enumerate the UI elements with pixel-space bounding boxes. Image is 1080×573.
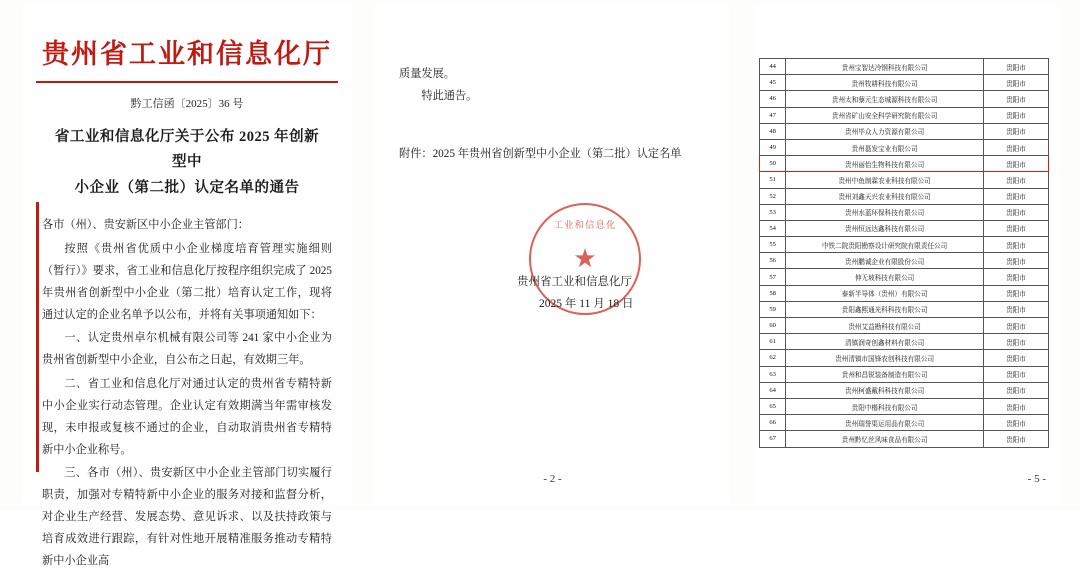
table-row <box>760 123 1049 139</box>
table-row <box>760 75 1049 91</box>
row-city: 贵阳市 <box>983 415 1048 431</box>
table-row <box>760 172 1049 188</box>
document-title-line-2: 小企业（第二批）认定名单的通告 <box>74 179 300 196</box>
row-city: 贵阳市 <box>983 431 1048 447</box>
seal-star-icon: ★ <box>573 243 597 273</box>
table-row <box>760 334 1049 350</box>
signature-block <box>399 209 706 329</box>
row-city: 贵阳市 <box>983 398 1048 414</box>
row-city: 贵阳市 <box>983 139 1048 155</box>
body-paragraph-3: 二、省工业和信息化厅对通过认定的贵州省专精特新中小企业实行动态管理。企业认定有效期满当年需审核发现，未申报或复核不通过的企业，自动取消贵州省专精特新中小企业称号。 <box>42 378 332 456</box>
row-company-name: 贵州鹏诚企业有限股份公司 <box>786 253 984 269</box>
row-index: 50 <box>760 156 786 172</box>
letterhead-rule <box>36 81 338 83</box>
row-index: 60 <box>760 318 786 334</box>
row-company-name: 贵州恒远达鑫科技有限公司 <box>786 220 984 236</box>
document-body <box>42 215 332 573</box>
row-company-name: 中铁二院贵阳勘察设计研究院有限责任公司 <box>786 237 984 253</box>
table-row <box>760 382 1049 398</box>
page-number-right: - 5 - <box>1027 473 1046 485</box>
row-index: 62 <box>760 350 786 366</box>
row-city: 贵阳市 <box>983 204 1048 220</box>
signature-date: 2025 年 11 月 18 日 <box>539 297 634 310</box>
row-index: 47 <box>760 107 786 123</box>
left-document-panel <box>22 6 352 567</box>
table-row <box>760 253 1049 269</box>
row-company-name: 贵阳鑫熙通光科科技有限公司 <box>786 301 984 317</box>
row-city: 贵阳市 <box>983 350 1048 366</box>
row-index: 52 <box>760 188 786 204</box>
row-company-name: 贵州太和藜元生态城源科技有限公司 <box>786 91 984 107</box>
row-city: 贵阳市 <box>983 220 1048 236</box>
row-company-name: 贵州水蓝环保科技有限公司 <box>786 204 984 220</box>
table-row <box>760 318 1049 334</box>
signature-organization: 贵州省工业和信息化厅 <box>517 275 632 288</box>
attachment-line: 附件：2025 年贵州省创新型中小企业（第二批）认定名单 <box>399 147 682 160</box>
table-row <box>760 269 1049 285</box>
row-company-name: 伸无坡科技有限公司 <box>786 269 984 285</box>
row-index: 63 <box>760 366 786 382</box>
row-index: 55 <box>760 237 786 253</box>
row-index: 59 <box>760 301 786 317</box>
row-company-name: 贵州丽怡生物科技有限公司 <box>786 156 984 172</box>
right-document-panel <box>755 6 1060 503</box>
table-row <box>760 415 1049 431</box>
row-company-name: 贵州清镇市国锋农创科技有限公司 <box>786 350 984 366</box>
row-city: 贵阳市 <box>983 156 1048 172</box>
table-row <box>760 220 1049 236</box>
row-index: 65 <box>760 398 786 414</box>
red-side-bar <box>36 202 39 472</box>
row-index: 45 <box>760 75 786 91</box>
row-company-name: 贵州黔忆丝风味食品有限公司 <box>786 431 984 447</box>
company-listing-body <box>760 59 1049 448</box>
row-city: 贵阳市 <box>983 285 1048 301</box>
row-index: 48 <box>760 123 786 139</box>
table-row <box>760 350 1049 366</box>
row-city: 贵阳市 <box>983 237 1048 253</box>
document-number: 黔工信函〔2025〕36 号 <box>130 98 244 110</box>
row-company-name: 贵州磊发宝业有限公司 <box>786 139 984 155</box>
row-index: 67 <box>760 431 786 447</box>
table-row <box>760 398 1049 414</box>
row-city: 贵阳市 <box>983 188 1048 204</box>
row-company-name: 贵州和昌锐装备制造有限公司 <box>786 366 984 382</box>
row-company-name: 贵州刘鑫天兴农业科技有限公司 <box>786 188 984 204</box>
row-city: 贵阳市 <box>983 318 1048 334</box>
row-index: 64 <box>760 382 786 398</box>
row-index: 66 <box>760 415 786 431</box>
row-company-name: 贵州艾益勘科技有限公司 <box>786 318 984 334</box>
table-row <box>760 285 1049 301</box>
row-city: 贵阳市 <box>983 334 1048 350</box>
row-company-name: 贵州宝智达冷钢科技有限公司 <box>786 59 984 75</box>
row-city: 贵阳市 <box>983 59 1048 75</box>
row-index: 54 <box>760 220 786 236</box>
row-company-name: 贵州牧耕科技有限公司 <box>786 75 984 91</box>
table-row <box>760 366 1049 382</box>
row-index: 58 <box>760 285 786 301</box>
closing-text: 特此通告。 <box>421 89 478 102</box>
document-title <box>48 125 326 201</box>
row-company-name: 贵州中鱼制霖农业科技有限公司 <box>786 172 984 188</box>
body-paragraph-1: 按照《贵州省优质中小企业梯度培育管理实施细则（暂行）》要求，省工业和信息化厅按程序组织完成了 2025 年贵州省创新型中小企业（第二批）培育认定工作，现将通过认定的企业名单予以公布，并将有关事项通知如下： <box>42 242 332 321</box>
row-city: 贵阳市 <box>983 107 1048 123</box>
row-index: 61 <box>760 334 786 350</box>
row-company-name: 贵州瑞誉渠运用品有限公司 <box>786 415 984 431</box>
table-row <box>760 431 1049 447</box>
table-row <box>760 107 1049 123</box>
page-number-middle: - 2 - <box>543 473 562 485</box>
row-company-name: 泰新半导体（贵州）有限公司 <box>786 285 984 301</box>
row-index: 56 <box>760 253 786 269</box>
table-row <box>760 139 1049 155</box>
continuation-text: 质量发展。 <box>399 68 455 80</box>
row-city: 贵阳市 <box>983 269 1048 285</box>
row-city: 贵阳市 <box>983 301 1048 317</box>
row-company-name: 贵阳中楷科技有限公司 <box>786 398 984 414</box>
document-title-line-1: 省工业和信息化厅关于公布 2025 年创新型中 <box>54 129 320 171</box>
table-row <box>760 204 1049 220</box>
row-city: 贵阳市 <box>983 253 1048 269</box>
middle-document-panel <box>375 6 730 503</box>
row-index: 57 <box>760 269 786 285</box>
body-paragraph-2: 一、认定贵州卓尔机械有限公司等 241 家中小企业为贵州省创新型中小企业，自公布之日起，有效期三年。 <box>42 332 332 367</box>
row-company-name: 贵州柯盛戴科科技有限公司 <box>786 382 984 398</box>
row-city: 贵阳市 <box>983 382 1048 398</box>
row-city: 贵阳市 <box>983 366 1048 382</box>
seal-top-text: 工业和信息化 <box>553 220 617 231</box>
table-row <box>760 188 1049 204</box>
row-city: 贵阳市 <box>983 91 1048 107</box>
table-row <box>760 301 1049 317</box>
row-city: 贵阳市 <box>983 123 1048 139</box>
table-row <box>760 237 1049 253</box>
row-company-name: 贵州省矿山安全科学研究院有限公司 <box>786 107 984 123</box>
row-index: 49 <box>760 139 786 155</box>
row-city: 贵阳市 <box>983 75 1048 91</box>
row-index: 53 <box>760 204 786 220</box>
table-row <box>760 156 1049 172</box>
table-row <box>760 59 1049 75</box>
row-company-name: 清镇润奇创鑫材料有限公司 <box>786 334 984 350</box>
letterhead-title: 贵州省工业和信息化厅 <box>42 39 332 70</box>
row-city: 贵阳市 <box>983 172 1048 188</box>
salutation: 各市（州）、贵安新区中小企业主管部门： <box>42 219 249 232</box>
row-index: 51 <box>760 172 786 188</box>
row-index: 44 <box>760 59 786 75</box>
body-paragraph-4: 三、各市（州）、贵安新区中小企业主管部门切实履行职责，加强对专精特新中小企业的服务对接和监督分析，对企业生产经营、发展态势、意见诉求、以及扶持政策与培育成效进行跟踪，有针对性地开展精准服务推动专精特新中小企业高 <box>42 467 332 567</box>
row-index: 46 <box>760 91 786 107</box>
row-company-name: 贵州毕众人力资源有限公司 <box>786 123 984 139</box>
company-listing-table <box>759 58 1049 448</box>
table-row <box>760 91 1049 107</box>
